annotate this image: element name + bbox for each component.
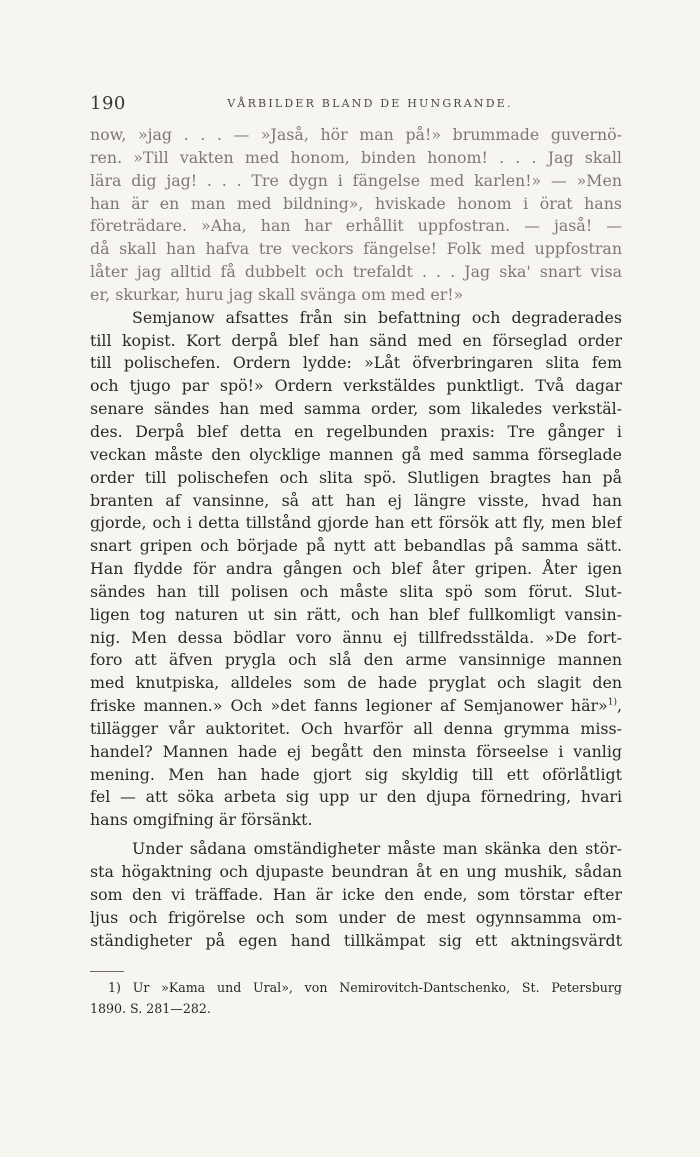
footnote (90, 977, 622, 1019)
text-line: med knutpiska, alldeles som de hade pryglat och slagit den (90, 673, 622, 693)
text-line: ren. »Till vakten med honom, binden honom! . . . Jag skall (90, 147, 622, 167)
text-line: handel? Mannen hade ej begått den minsta förseelse i vanlig (90, 741, 622, 761)
text-line: till kopist. Kort derpå blef han sänd med en förseglad order (90, 330, 622, 350)
footnote-rule (90, 971, 124, 972)
text-line: hans omgifning är försänkt. (90, 810, 313, 830)
text-line: ligen tog naturen ut sin rätt, och han blef fullkomligt vansin- (90, 604, 622, 624)
text-line: till polischefen. Ordern lydde: »Låt öfverbringaren slita fem (90, 353, 622, 373)
text-line: sta högaktning och djupaste beundran åt en ung mushik, sådan (90, 862, 622, 881)
text-line: sändes han till polisen och måste slita spö som förut. Slut- (90, 581, 622, 601)
text-line: lära dig jag! . . . Tre dygn i fängelse med karlen!» — »Men (90, 170, 622, 190)
text-line: branten af vansinne, så att han ej längre visste, hvad han (90, 490, 622, 510)
text-line: now, »jag . . . — »Jaså, hör man på!» brummade guvernö- (90, 125, 622, 144)
running-head: VÅRBILDER BLAND DE HUNGRANDE. (227, 97, 513, 110)
text-line: och tjugo par spö!» Ordern verkstäldes punktligt. Två dagar (90, 376, 622, 396)
text-line-with-footnote: friske mannen.» Och »det fanns legioner af Semjanower här»$^{1)}$, (90, 696, 622, 716)
text-line: senare sändes han med samma order, som likaledes verkstäl- (90, 399, 622, 419)
text-line: han är en man med bildning», hviskade honom i örat hans (90, 193, 622, 213)
text-line: mening. Men han hade gjort sig skyldig till ett oförlåtligt (90, 764, 622, 784)
text-line: des. Derpå blef detta en regelbunden praxis: Tre gånger i (90, 421, 622, 441)
text-line: gjorde, och i detta tillstånd gjorde han ett försök att fly, men blef (90, 513, 622, 533)
text-line-content: friske mannen.» Och »det fanns legioner af Semjanower här» (90, 696, 608, 716)
text-line: foro att äfven prygla och slå den arme vansinnige mannen (90, 650, 622, 670)
text-line: veckan måste den olycklige mannen gå med samma förseglade (90, 444, 622, 464)
text-line: order till polischefen och slita spö. Slutligen bragtes han på (90, 467, 622, 487)
text-line: då skall han hafva tre veckors fängelse! Folk med uppfostran (90, 239, 622, 259)
text-line: låter jag alltid få dubbelt och trefaldt . . . Jag ska' snart visa (90, 262, 622, 282)
text-line: ständigheter på egen hand tillkämpat sig ett aktningsvärdt (90, 930, 622, 950)
text-line: fel — att söka arbeta sig upp ur den djupa förnedring, hvari (90, 787, 622, 807)
text-line: snart gripen och började på nytt att bebandlas på samma sätt. (90, 536, 622, 556)
text-line: Under sådana omständigheter måste man skänka den stör- (132, 839, 622, 859)
text-line: nig. Men dessa bödlar voro ännu ej tillfredsstälda. »De fort- (90, 627, 622, 647)
text-line: tillägger vår auktoritet. Och hvarför all denna grymma miss- (90, 718, 622, 738)
footnote-marker: 1) (607, 697, 617, 708)
body-text (90, 124, 622, 952)
footnote-line: 1) Ur »Kama und Ural», von Nemirovitch-Dantschenko, St. Petersburg (108, 980, 622, 995)
text-line: som den vi träffade. Han är icke den ende, som törstar efter (90, 884, 622, 904)
text-line: företrädare. »Aha, han har erhållit uppfostran. — jaså! — (90, 216, 622, 236)
footnote-line: 1890. S. 281—282. (90, 1001, 211, 1016)
text-line: er, skurkar, huru jag skall svänga om med er!» (90, 284, 464, 304)
text-line: ljus och frigörelse och som under de mest ogynnsamma om- (90, 907, 622, 927)
text-line: Han flydde för andra gången och blef åter gripen. Åter igen (90, 559, 622, 579)
text-line: Semjanow afsattes från sin befattning och degraderades (132, 307, 622, 327)
page-number: 190 (90, 93, 126, 114)
